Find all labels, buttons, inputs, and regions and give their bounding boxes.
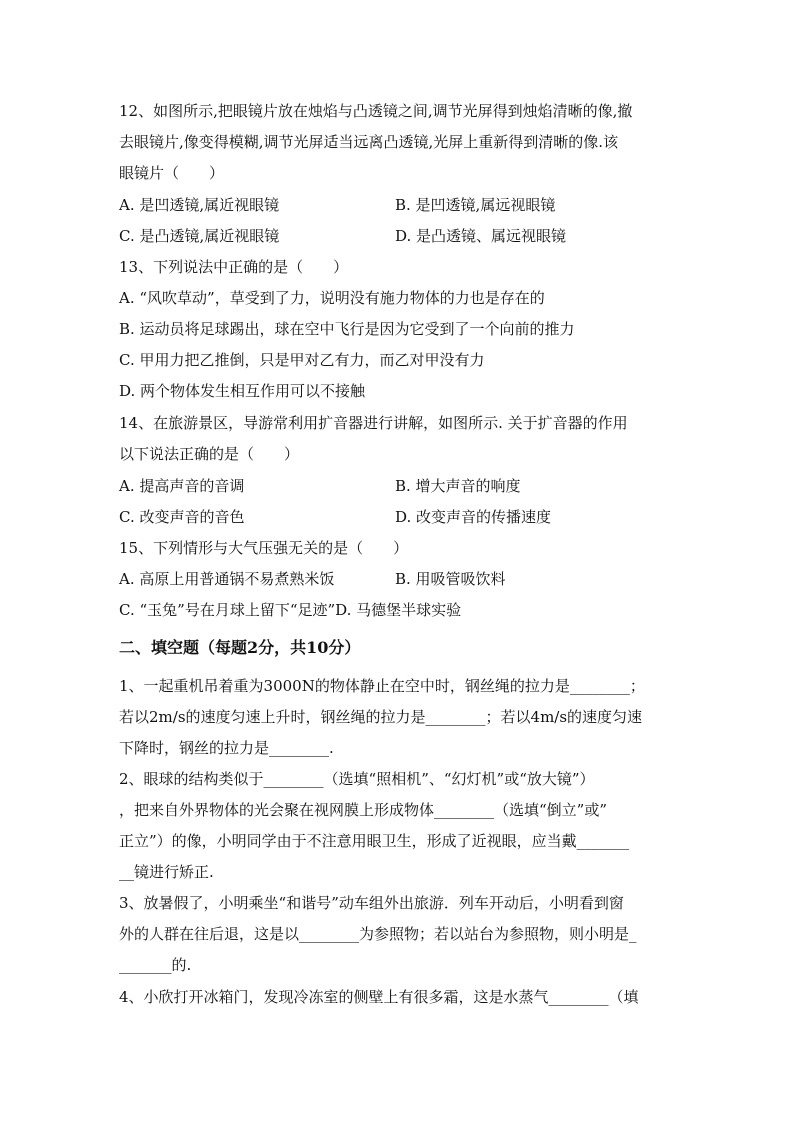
fill-1-line-3: 下降时，钢丝的拉力是________. xyxy=(119,739,334,757)
q13-option-a: A. “风吹草动”，草受到了力，说明没有施力物体的力也是存在的 xyxy=(119,289,545,307)
q12-options-row-2 xyxy=(119,226,567,246)
q13-option-d: D. 两个物体发生相互作用可以不接触 xyxy=(119,382,366,400)
q14-option-c: C. 改变声音的音色 xyxy=(119,508,245,526)
q14-options-row-1 xyxy=(119,476,521,496)
fill-3-line-1: 3、放暑假了，小明乘坐“和谐号”动车组外出旅游．列车开动后，小明看到窗 xyxy=(119,894,624,912)
fill-2-line-4: __镜进行矫正. xyxy=(119,863,214,881)
q13-option-b: B. 运动员将足球踢出，球在空中飞行是因为它受到了一个向前的推力 xyxy=(119,320,575,338)
q15-stem: 15、下列情形与大气压强无关的是（ ） xyxy=(119,539,409,557)
q15-option-a: A. 高原上用普通锅不易煮熟米饭 xyxy=(119,570,335,588)
fill-1-line-1: 1、一起重机吊着重为3000N的物体静止在空中时，钢丝绳的拉力是________； xyxy=(119,677,645,695)
fill-4-line-1: 4、小欣打开冰箱门，发现冷冻室的侧壁上有很多霜，这是水蒸气________（填 xyxy=(119,988,639,1006)
q13-stem: 13、下列说法中正确的是（ ） xyxy=(119,258,349,276)
fill-2-line-1: 2、眼球的结构类似于________（选填“照相机”、“幻灯机”或“放大镜”） xyxy=(119,770,595,788)
q14-options-row-2 xyxy=(119,507,552,527)
fill-1-line-2: 若以2m/s的速度匀速上升时，钢丝绳的拉力是________；若以4m/s的速度匀速 xyxy=(119,708,643,726)
fill-2-line-2: ，把来自外界物体的光会聚在视网膜上形成物体________（选填“倒立”或” xyxy=(119,801,608,819)
q15-option-b: B. 用吸管吸饮料 xyxy=(395,570,506,588)
q13-option-c: C. 甲用力把乙推倒，只是甲对乙有力，而乙对甲没有力 xyxy=(119,351,485,369)
q12-option-a: A. 是凹透镜,属近视眼镜 xyxy=(119,196,280,214)
q15-options-row-2 xyxy=(119,600,461,620)
q14-option-d: D. 改变声音的传播速度 xyxy=(395,508,552,526)
q15-option-d: D. 马德堡半球实验 xyxy=(335,601,462,619)
fill-3-line-3: _______的. xyxy=(119,956,192,974)
q12-option-b: B. 是凹透镜,属远视眼镜 xyxy=(395,196,556,214)
q12-stem-line-2: 去眼镜片,像变得模糊,调节光屏适当远离凸透镜,光屏上重新得到清晰的像.该 xyxy=(119,133,619,151)
q14-option-b: B. 增大声音的响度 xyxy=(395,477,521,495)
q12-options-row-1 xyxy=(119,195,556,215)
q15-option-c: C. “玉兔”号在月球上留下“足迹” xyxy=(119,601,336,619)
q14-option-a: A. 提高声音的音调 xyxy=(119,477,245,495)
q12-option-d: D. 是凸透镜、属远视眼镜 xyxy=(395,227,567,245)
fill-3-line-2: 外的人群在往后退，这是以________为参照物；若以站台为参照物，则小明是_ xyxy=(119,925,637,943)
q12-stem-line-3: 眼镜片（ ） xyxy=(119,164,225,182)
q15-options-row-1 xyxy=(119,569,506,589)
q12-option-c: C. 是凸透镜,属近视眼镜 xyxy=(119,227,280,245)
q14-stem-line-1: 14、在旅游景区，导游常利用扩音器进行讲解，如图所示. 关于扩音器的作用 xyxy=(119,414,628,432)
q12-stem-line-1: 12、如图所示,把眼镜片放在烛焰与凸透镜之间,调节光屏得到烛焰清晰的像,撤 xyxy=(119,102,633,120)
q14-stem-line-2: 以下说法正确的是（ ） xyxy=(119,445,300,463)
section-2-heading: 二、填空题（每题2分，共10分） xyxy=(119,638,361,657)
fill-2-line-3: 正立”）的像，小明同学由于不注意用眼卫生，形成了近视眼，应当戴_______ xyxy=(119,832,630,850)
